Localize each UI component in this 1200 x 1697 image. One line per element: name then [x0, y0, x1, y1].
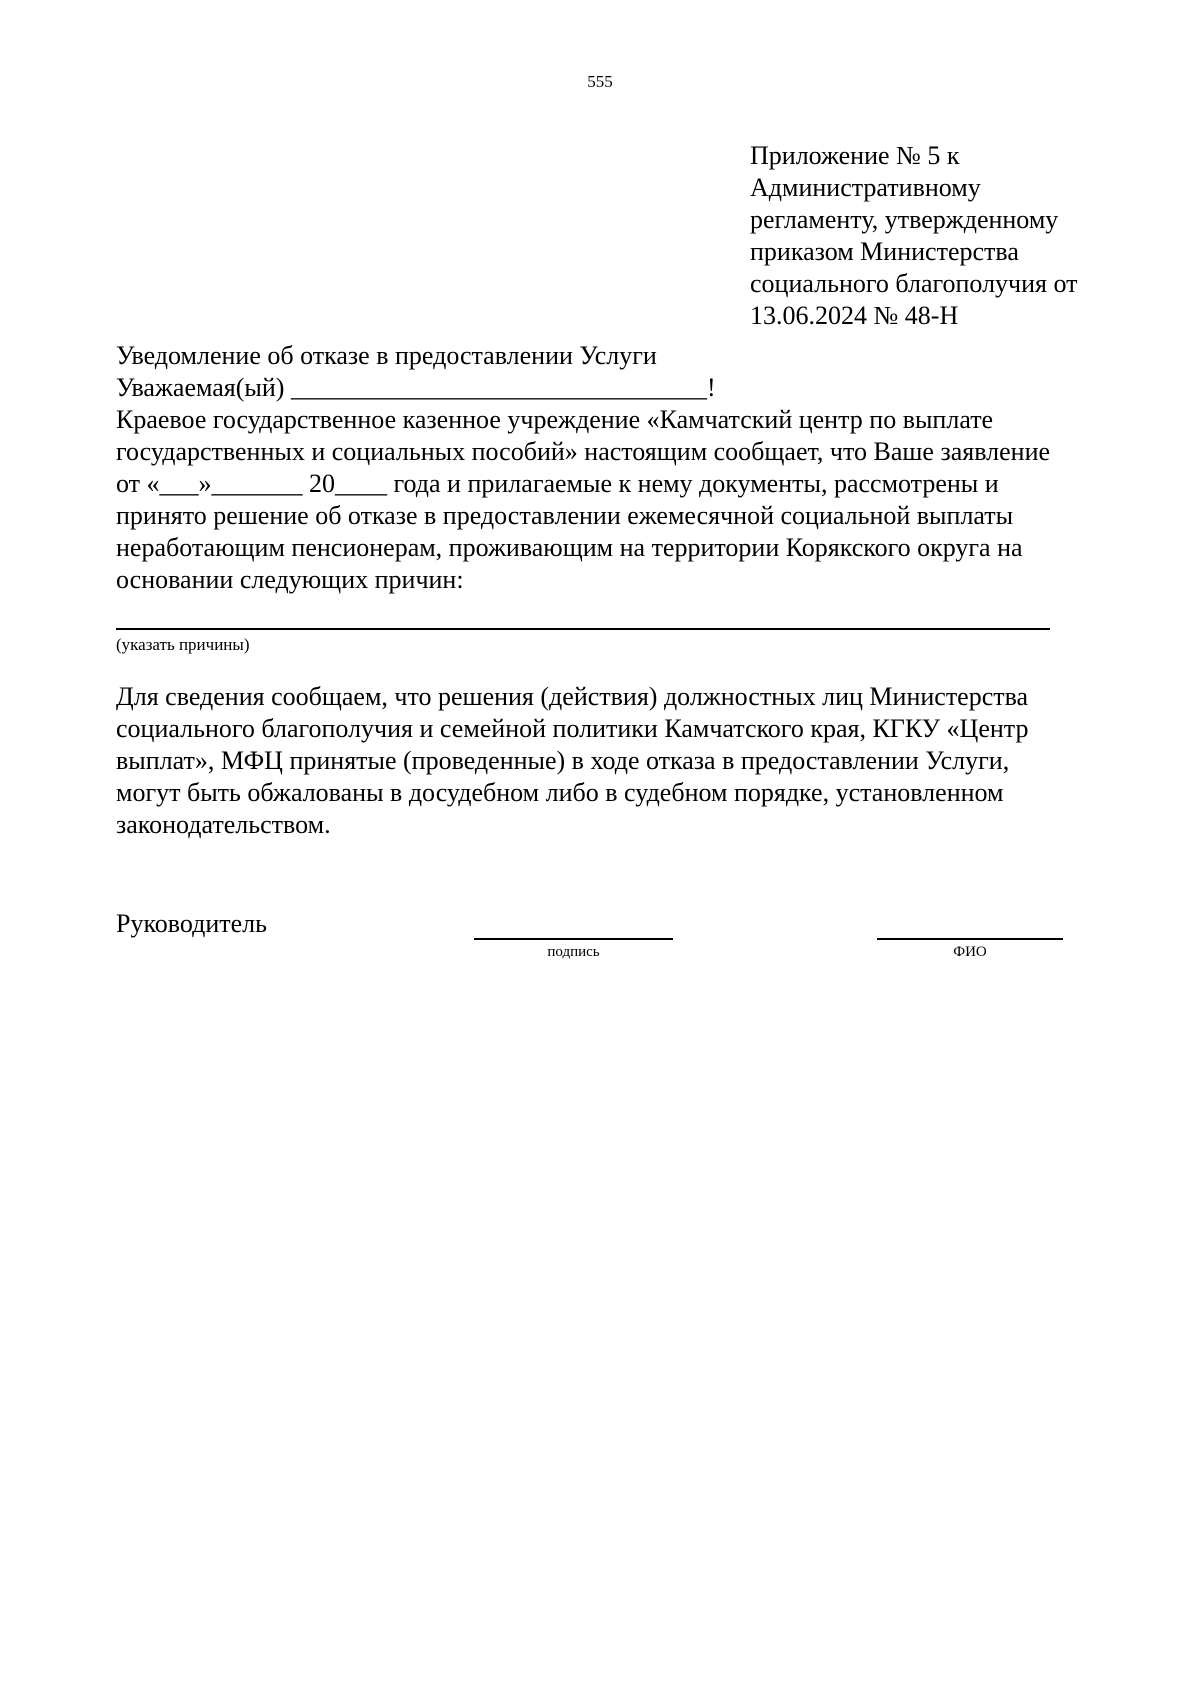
signature-caption: подпись — [547, 944, 600, 960]
paragraph-line: неработающим пенсионерам, проживающим на территории Корякского округа на — [116, 533, 1023, 562]
paragraph-line: социального благополучия и семейной политики Камчатского края, КГКУ «Центр — [116, 714, 1029, 743]
appendix-line: регламенту, утвержденному — [750, 205, 1059, 234]
appendix-line: Приложение № 5 к — [750, 141, 960, 170]
reasons-caption: (указать причины) — [116, 635, 250, 654]
paragraph-line: законодательством. — [116, 810, 331, 839]
notice-title: Уведомление об отказе в предоставлении Услуги — [116, 341, 657, 370]
signature-line — [474, 938, 673, 940]
name-line — [877, 938, 1063, 940]
appendix-line: Административному — [750, 173, 981, 202]
paragraph-line: могут быть обжалованы в досудебном либо в судебном порядке, установленном — [116, 778, 1004, 807]
appeal-paragraph — [116, 681, 1136, 841]
paragraph-line: основании следующих причин: — [116, 565, 464, 594]
reasons-underline — [116, 628, 1050, 630]
paragraph-line: Для сведения сообщаем, что решения (действия) должностных лиц Министерства — [116, 682, 1029, 711]
paragraph-line: Краевое государственное казенное учреждение «Камчатский центр по выплате — [116, 405, 994, 434]
name-caption: ФИО — [953, 944, 987, 960]
paragraph-line: выплат», МФЦ принятые (проведенные) в ходе отказа в предоставлении Услуги, — [116, 746, 1010, 775]
appendix-header — [750, 140, 1170, 332]
paragraph-line: от «___»_______ 20____ года и прилагаемые к нему документы, рассмотрены и — [116, 469, 999, 498]
appendix-line: социального благополучия от — [750, 269, 1078, 298]
appendix-line: 13.06.2024 № 48-Н — [750, 301, 959, 330]
paragraph-line: государственных и социальных пособий» настоящим сообщает, что Ваше заявление — [116, 437, 1051, 466]
page-number: 555 — [587, 72, 613, 91]
signatory-role: Руководитель — [116, 909, 267, 938]
paragraph-line: принято решение об отказе в предоставлении ежемесячной социальной выплаты — [116, 501, 1014, 530]
notice-paragraph — [116, 404, 1136, 596]
salutation-line: Уважаемая(ый) ________________________________! — [116, 373, 716, 402]
appendix-line: приказом Министерства — [750, 237, 1019, 266]
